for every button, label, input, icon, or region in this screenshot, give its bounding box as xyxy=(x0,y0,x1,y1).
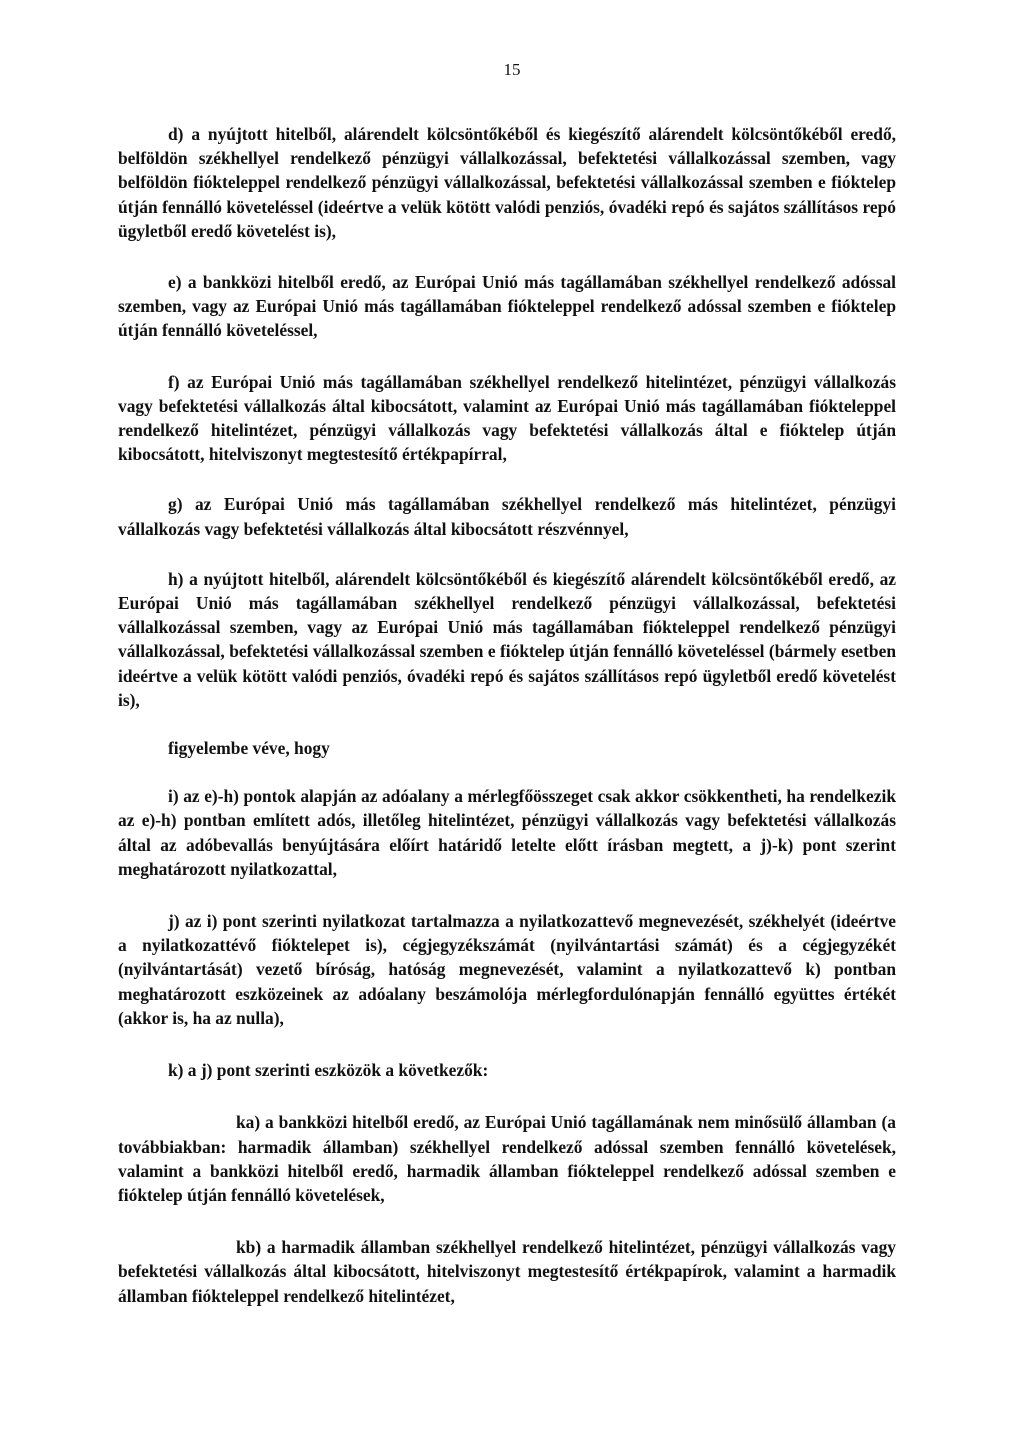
paragraph-d: d) a nyújtott hitelből, alárendelt kölcsöntőkéből és kiegészítő alárendelt kölcsöntőkéből eredő, belföldön székhellyel rendelkező pénzügyi vállalkozással, befektetési vállalkozással szemben, vagy belföldön fiókteleppel rendelkező pénzügyi vállalkozással, befektetési vállalkozással szemben e fióktelep útján fennálló követeléssel (ideértve a velük kötött valódi penziós, óvadéki repó és sajátos szállításos repó ügyletből eredő követelést is), xyxy=(118,124,896,241)
paragraph-f: f) az Európai Unió más tagállamában székhellyel rendelkező hitelintézet, pénzügyi vállalkozás vagy befektetési vállalkozás által kibocsátott, valamint az Európai Unió más tagállamában fiókteleppel rendelkező hitelintézet, pénzügyi vállalkozás vagy befektetési vállalkozás által e fióktelep útján kibocsátott, hitelviszonyt megtestesítő értékpapírral, xyxy=(118,371,896,465)
paragraph-j: j) az i) pont szerinti nyilatkozat tartalmazza a nyilatkozattevő megnevezését, székhelyét (ideértve a nyilatkozattévő fióktelepet is), cégjegyzékszámát (nyilvántartási számát) és a cégjegyzékét (nyilvántartását) vezető bíróság, hatóság megnevezését, valamint a nyilatkozattevő k) pontban meghatározott eszközeinek az adóalany beszámolója mérlegfordulónapján fennálló együttes értékét (akkor is, ha az nulla), xyxy=(118,911,896,1028)
paragraph-h: h) a nyújtott hitelből, alárendelt kölcsöntőkéből és kiegészítő alárendelt kölcsöntőkéből eredő, az Európai Unió más tagállamában székhellyel rendelkező pénzügyi vállalkozással, befektetési vállalkozással szemben, vagy az Európai Unió más tagállamában fiókteleppel rendelkező pénzügyi vállalkozással, befektetési vállalkozással szemben e fióktelep útján fennálló követeléssel (bármely esetben ideértve a velük kötött valódi penziós, óvadéki repó és sajátos szállításos repó ügyletből eredő követelést is), xyxy=(118,568,896,710)
paragraph-i: i) az e)-h) pontok alapján az adóalany a mérlegfőösszeget csak akkor csökkentheti, ha rendelkezik az e)-h) pontban említett adós, illetőleg hitelintézet, pénzügyi vállalkozás vagy befektetési vállalkozás által az adóbevallás benyújtására előírt határidő letelte előtt írásban megtett, a j)-k) pont szerint meghatározott nyilatkozattal, xyxy=(118,786,896,879)
paragraph-e: e) a bankközi hitelből eredő, az Európai Unió más tagállamában székhellyel rendelkező adóssal szemben, vagy az Európai Unió más tagállamában fiókteleppel rendelkező adóssal szemben e fióktelep útján fennálló követeléssel, xyxy=(118,272,896,341)
page-number: 15 xyxy=(503,60,521,79)
paragraph-k: k) a j) pont szerinti eszközök a következők: xyxy=(168,1060,489,1081)
paragraph-figyelembe: figyelembe véve, hogy xyxy=(168,738,330,759)
paragraph-ka: ka) a bankközi hitelből eredő, az Európai Unió tagállamának nem minősülő államban (a továbbiakban: harmadik államban) székhellyel rendelkező adóssal szemben fennálló követelések, valamint a bankközi hitelből eredő, harmadik államban fiókteleppel rendelkező adóssal szemben e fióktelep útján fennálló követelések, xyxy=(118,1112,896,1205)
paragraph-g: g) az Európai Unió más tagállamában székhellyel rendelkező más hitelintézet, pénzügyi vállalkozás vagy befektetési vállalkozás által kibocsátott részvénnyel, xyxy=(118,494,896,539)
document-body xyxy=(118,122,896,1308)
paragraph-kb: kb) a harmadik államban székhellyel rendelkező hitelintézet, pénzügyi vállalkozás vagy befektetési vállalkozás által kibocsátott, hitelviszonyt megtestesítő értékpapírok, valamint a harmadik államban fiókteleppel rendelkező hitelintézet, xyxy=(118,1237,896,1306)
